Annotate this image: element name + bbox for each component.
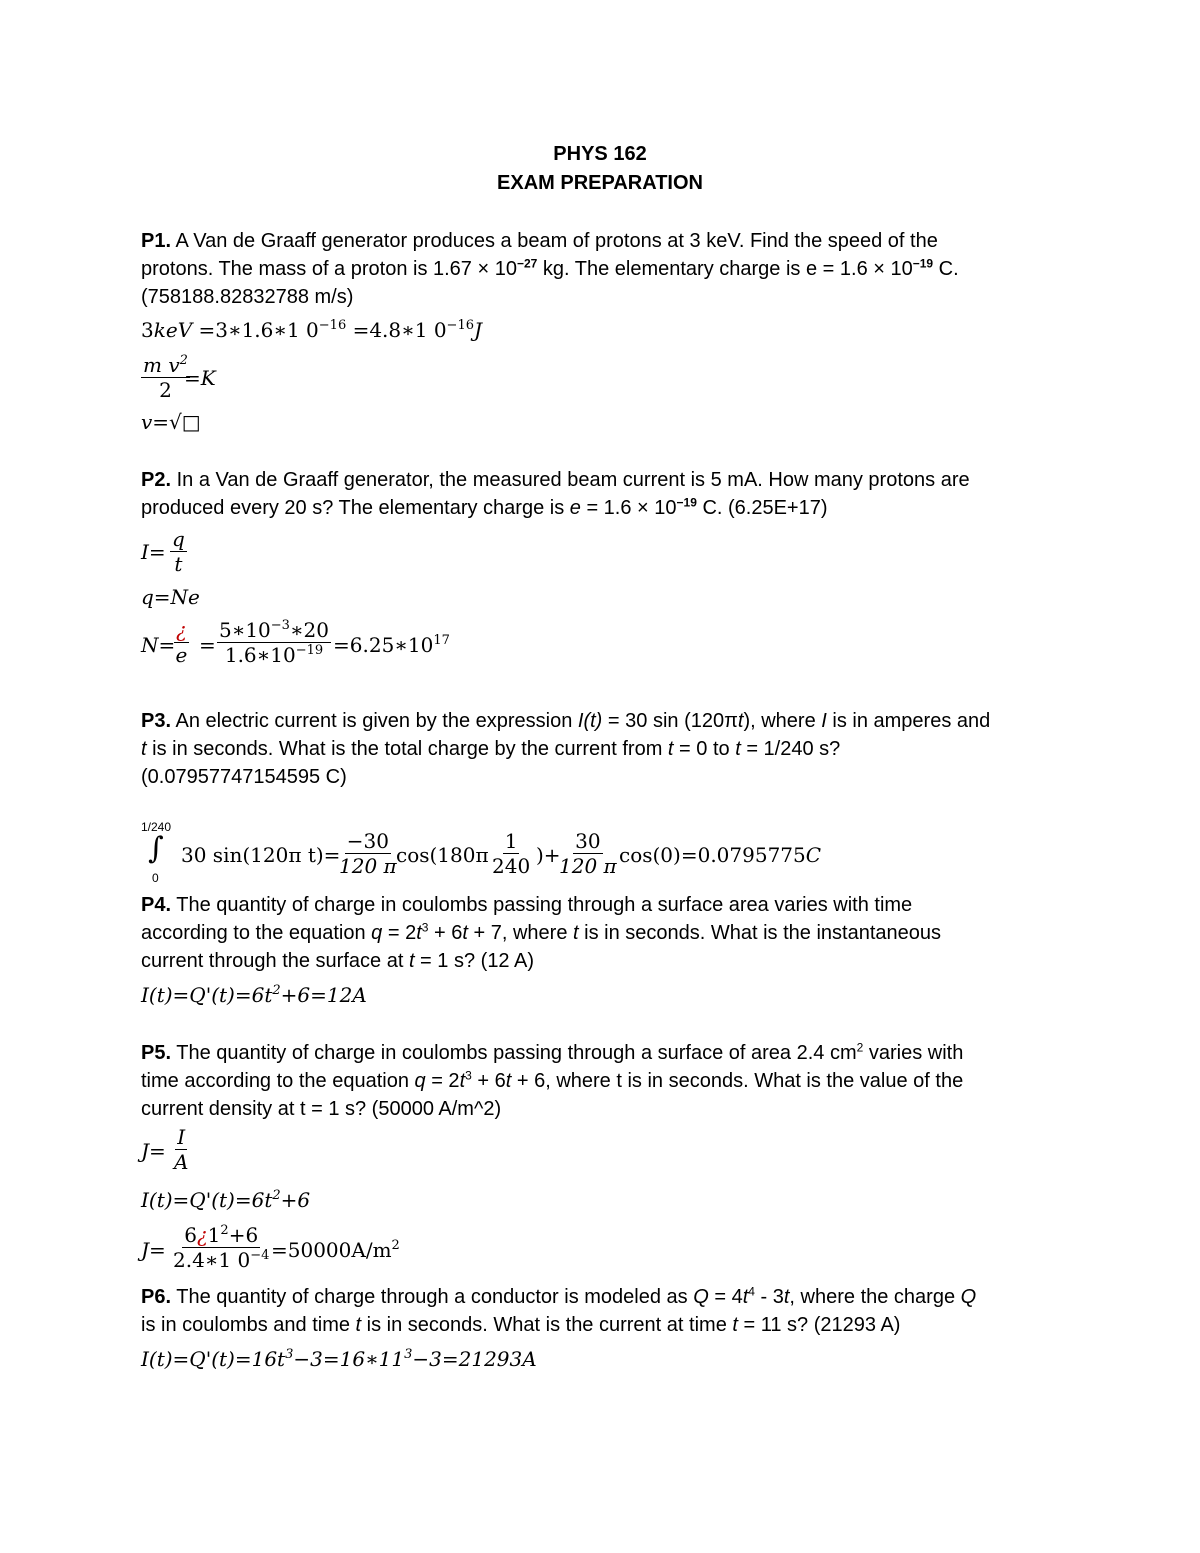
p4-label: P4.: [141, 894, 172, 916]
p4-equation: $I(t)=Q'(t)=6t^2+6=12A$: [141, 983, 367, 1007]
p3-integral-lower-limit: 0: [152, 871, 159, 885]
integral-sign-icon: ∫: [148, 831, 164, 866]
p3-line2: t is in seconds. What is the total charge by the current from t = 0 to t = 1/240 s?: [141, 738, 841, 760]
p6-line2: is in coulombs and time t is in seconds. What is the current at time t = 11 s? (21293 A): [141, 1314, 901, 1336]
p5-fraction-density: $\frac{I}{A}$: [174, 1125, 189, 1174]
p6-equation: $I(t)=Q'(t)=16t^3-3=16∗11^3-3=21293A$: [141, 1347, 537, 1371]
p1-label: P1.: [141, 230, 172, 252]
p4-line2: according to the equation $q = 2t^3 + 6t + 7$, where t is in seconds. What is the instantaneous: [141, 920, 941, 944]
p1-fraction-kinetic: $\frac{m v^2}{2}$: [143, 353, 188, 402]
p2-line2: produced every 20 s? The elementary charge is $e = 1.6 \times 10^{-19}$ C. (6.25E+17): [141, 495, 828, 519]
p5-line2: time according to the equation $q = 2t^3 + 6t + 6$, where t is in seconds. What is the value of the: [141, 1068, 964, 1092]
p5-eq1-lhs: J=: [141, 1139, 166, 1163]
p5-eq3-lhs: J=: [141, 1238, 166, 1262]
p3-fraction-1: $\frac{-30}{120 \pi}$: [339, 829, 397, 878]
p4-line3: current through the surface at t = 1 s? (12 A): [141, 950, 535, 972]
p1-kinetic-rhs: =K: [184, 366, 216, 390]
p5-fraction-value: $\frac{6¿1^2+6}{2.4∗1 0^{-4}}$: [173, 1223, 270, 1272]
p3-cos-term: cos(180π: [396, 843, 489, 867]
p1-equation-energy: 3keV =3∗1.6∗1 $0^{-16}$ =4.8∗1 $0^{-16}J$: [141, 318, 483, 342]
p2-equation-charge: q=Ne: [141, 585, 200, 609]
p2-line1: P2. In a Van de Graaff generator, the measured beam current is 5 mA. How many protons are: [141, 469, 970, 491]
p4-line1: P4. The quantity of charge in coulombs passing through a surface area varies with time: [141, 894, 913, 916]
p5-line3: current density at t = 1 s? (50000 A/m^2): [141, 1098, 502, 1120]
p5-line1: P5. The quantity of charge in coulombs passing through a surface of area 2.4 $cm^2$ varies with: [141, 1040, 964, 1064]
p6-line1: P6. The quantity of charge through a conductor is modeled as $Q = 4t^4 - 3t$, where the charge Q: [141, 1284, 977, 1308]
page-title: EXAM PREPARATION: [497, 172, 703, 194]
p2-fraction-current: $\frac{q}{t}$: [172, 527, 185, 576]
p1-line1: P1. A Van de Graaff generator produces a beam of protons at 3 keV. Find the speed of the: [141, 230, 938, 252]
p3-integrand: 30 sin(120π t)=: [181, 843, 341, 867]
p2-label: P2.: [141, 469, 172, 491]
p3-line1: P3. An electric current is given by the expression I(t) = 30 sin (120πt), where I is in amperes and: [141, 710, 991, 732]
p2-eq3-result: $=6.25∗10^{17}$: [333, 633, 450, 657]
p1-line2: protons. The mass of a proton is $1.67 \times 10^{-27}$ kg. The elementary charge is $e = 1.6 \times 10^{-19}$ C.: [141, 256, 959, 280]
p3-result: cos(0)=0.0795775C: [619, 843, 822, 867]
p1-equation-velocity: v=√□: [141, 410, 201, 434]
p3-fraction-2: $\frac{1}{240}$: [492, 829, 531, 878]
p2-eq3-equals: =: [199, 633, 216, 657]
p2-eq1-lhs: I=: [141, 540, 166, 564]
p2-fraction-n: ¿ e: [175, 618, 188, 667]
p3-answer: (0.07957747154595 C): [141, 766, 347, 788]
p3-label: P3.: [141, 710, 172, 732]
course-title: PHYS 162: [553, 143, 647, 165]
p2-eq3-lhs: N=: [141, 633, 176, 657]
p6-label: P6.: [141, 1286, 172, 1308]
p2-fraction-value: $\frac{5∗10^{-3}∗20}{1.6∗10^{-19}}$: [219, 618, 329, 667]
p5-eq3-result: $=50000A/m^2$: [271, 1238, 400, 1262]
p1-answer: (758188.82832788 m/s): [141, 286, 354, 308]
p5-label: P5.: [141, 1042, 172, 1064]
p5-equation-current: $I(t)=Q'(t)=6t^2+6$: [141, 1188, 311, 1212]
p3-fraction-3: $\frac{30}{120 \pi}$: [559, 829, 617, 878]
p3-integral-upper-limit: 1/240: [141, 820, 172, 834]
p3-plus: )+: [536, 843, 561, 867]
